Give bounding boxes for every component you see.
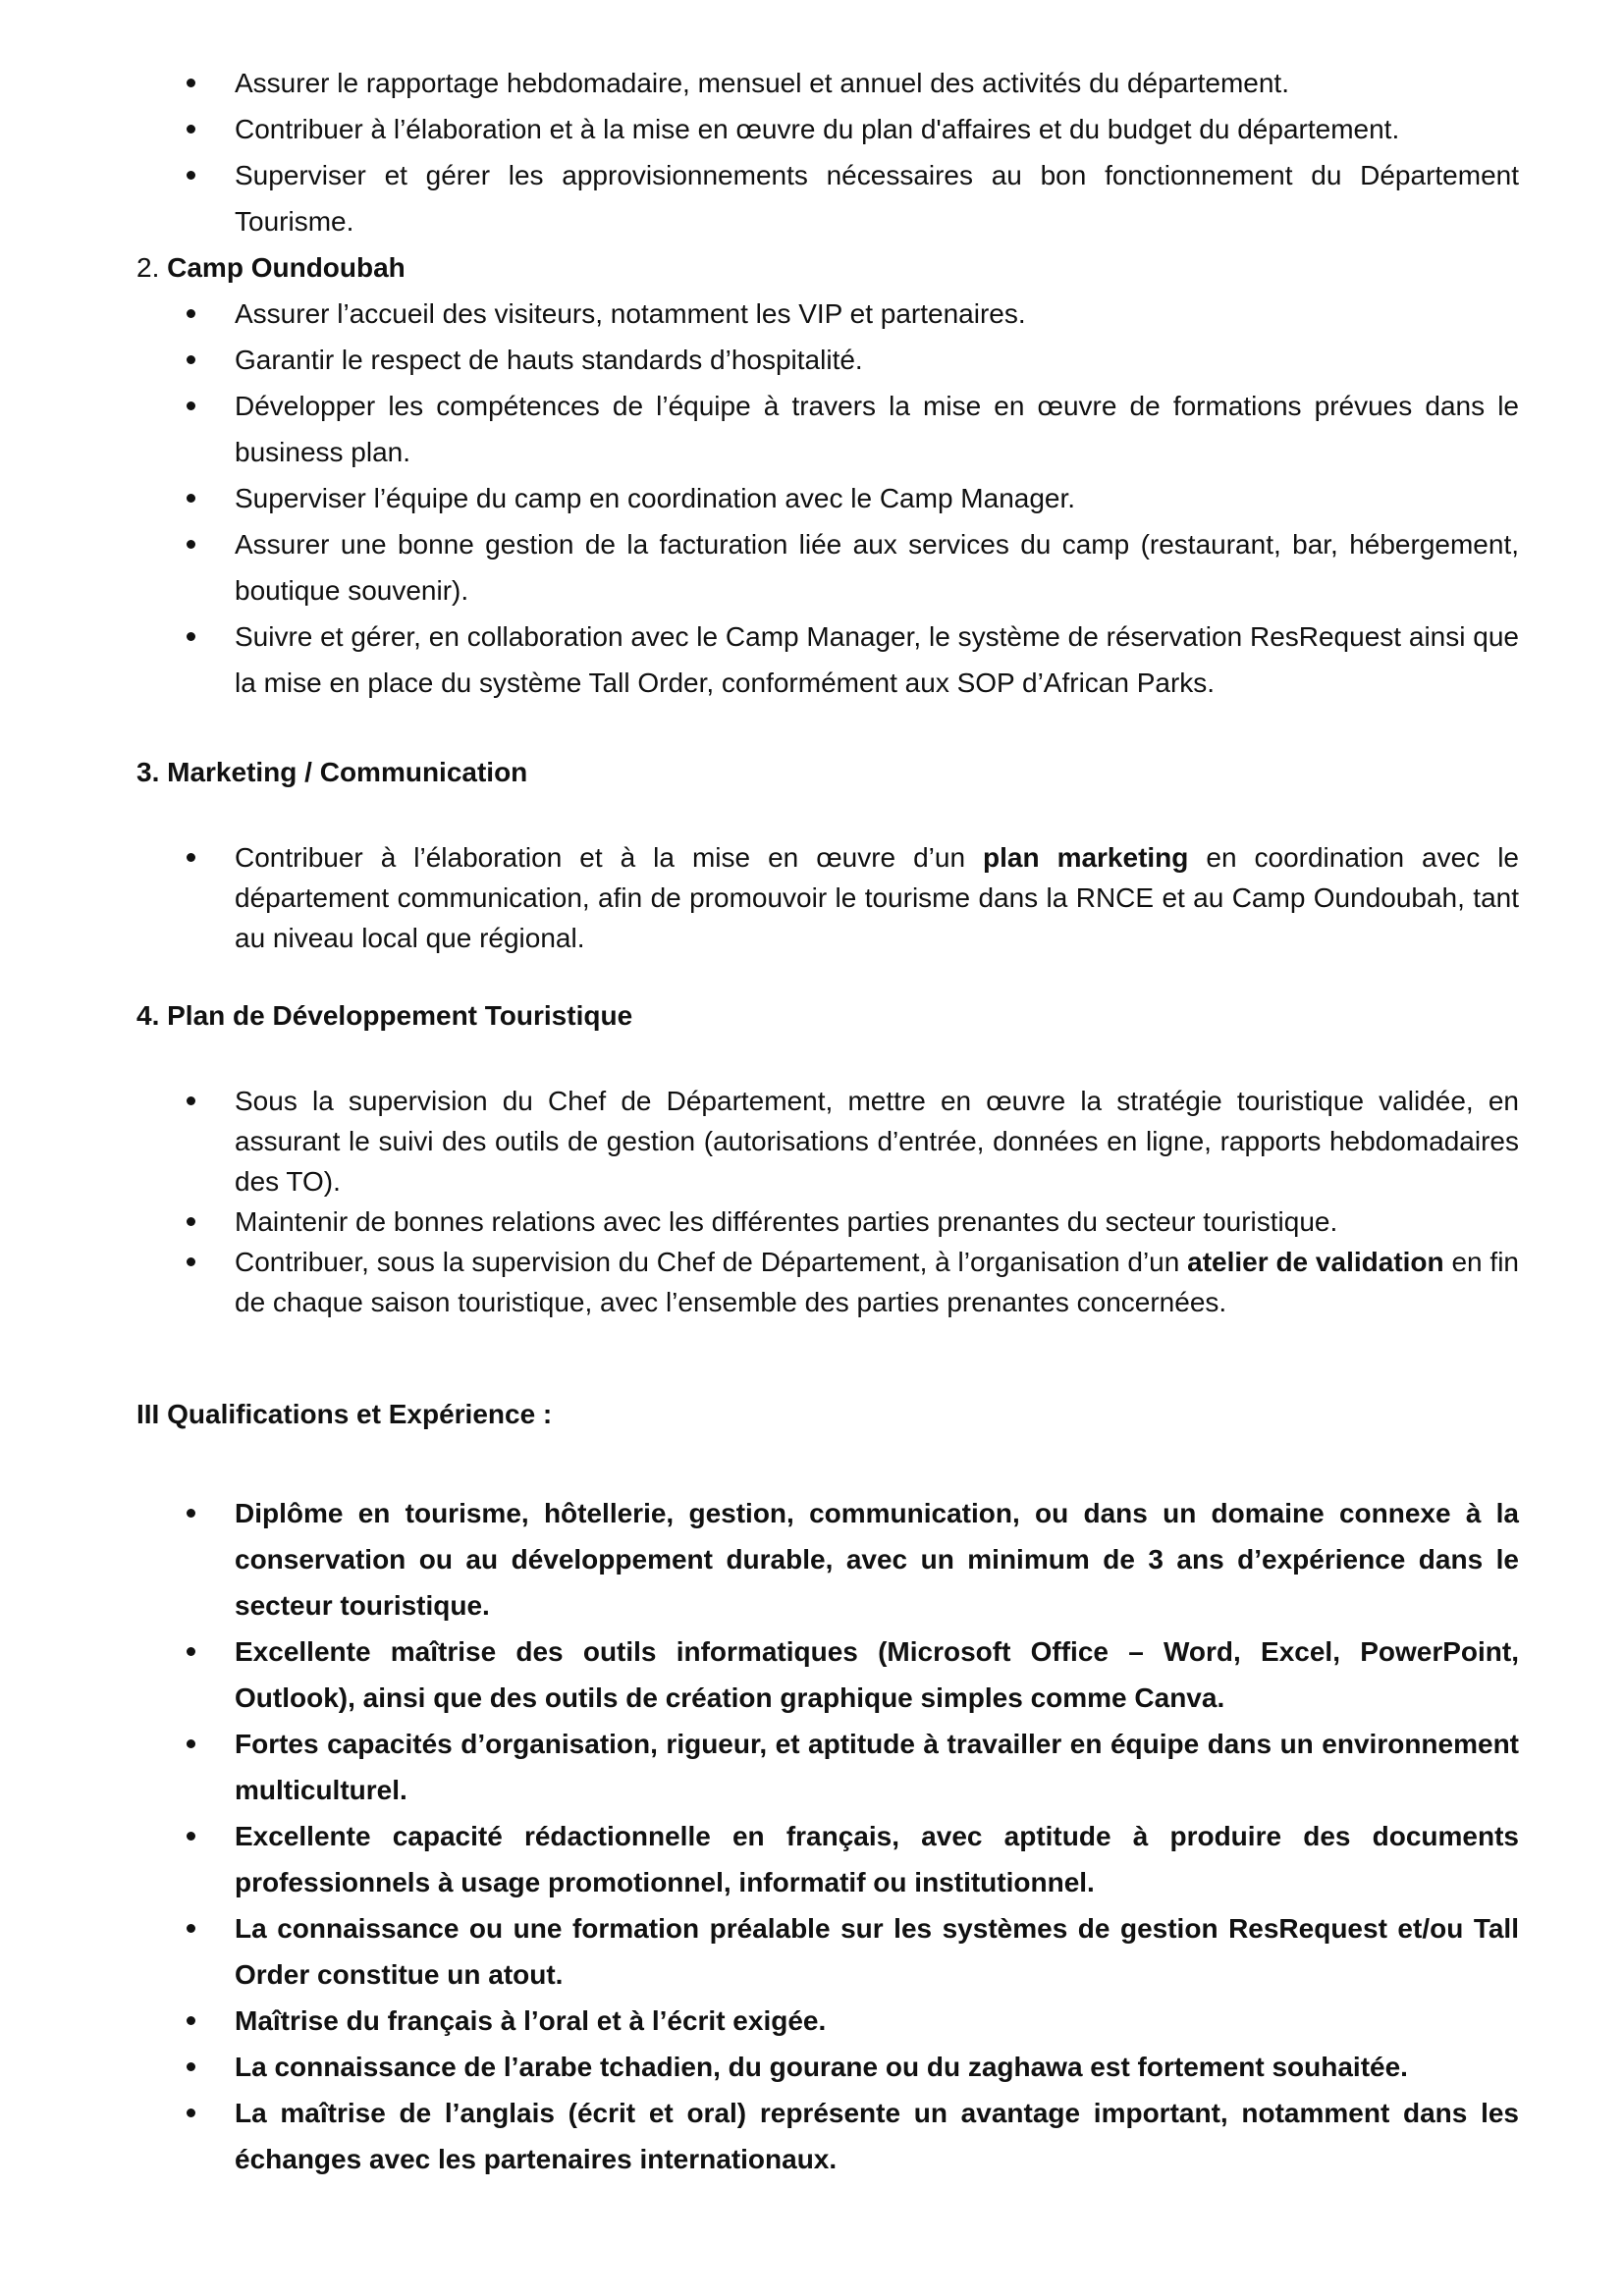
list-item-text <box>235 1242 1519 1322</box>
list-item-text: Diplôme en tourisme, hôtellerie, gestion, communication, ou dans un domaine connexe à la conservation ou au développement durable, avec un minimum de 3 ans d’expérience dans le secteur touristique. <box>235 1498 1519 1621</box>
list-item-text: Contribuer à l’élaboration et à la mise en œuvre du plan d'affaires et du budget du département. <box>235 114 1400 144</box>
bullet-icon <box>187 79 195 87</box>
list-item-text: Assurer une bonne gestion de la facturation liée aux services du camp (restaurant, bar, hébergement, boutique souvenir). <box>235 529 1519 606</box>
list-item-text: Garantir le respect de hauts standards d’hospitalité. <box>235 345 863 375</box>
list-item-text: Développer les compétences de l’équipe à travers la mise en œuvre de formations prévues dans le business plan. <box>235 391 1519 467</box>
bullet-icon <box>187 1257 195 1266</box>
bullet-icon <box>187 1647 195 1656</box>
bullet-icon <box>187 401 195 410</box>
bullet-icon <box>187 309 195 318</box>
section-title: Camp Oundoubah <box>167 252 406 283</box>
list-item-text: La connaissance ou une formation préalable sur les systèmes de gestion ResRequest et/ou Tall Order constitue un atout. <box>235 1913 1519 1990</box>
list-item-text: Assurer le rapportage hebdomadaire, mensuel et annuel des activités du département. <box>235 68 1289 98</box>
section-heading-development <box>136 996 632 1036</box>
bullet-icon <box>187 1217 195 1226</box>
section-heading-qualifications <box>136 1395 552 1434</box>
bullet-icon <box>187 125 195 133</box>
emphasis-text: atelier de validation <box>1187 1247 1444 1277</box>
bullet-icon <box>187 2062 195 2071</box>
list-item-text: Suivre et gérer, en collaboration avec le Camp Manager, le système de réservation ResRequest ainsi que la mise en place du système Tall Order, conformément aux SOP d’African Parks. <box>235 621 1519 698</box>
bullet-icon <box>187 1509 195 1518</box>
text-run: en coordination avec le département communication, afin de promouvoir le tourisme dans la RNCE et au Camp Oundoubah, tant au niveau local que régional. <box>235 842 1519 953</box>
section-heading-marketing <box>136 753 527 792</box>
list-item-text: Assurer l’accueil des visiteurs, notamment les VIP et partenaires. <box>235 298 1026 329</box>
text-run: en fin de chaque saison touristique, avec l’ensemble des parties prenantes concernées. <box>235 1247 1519 1317</box>
list-item-text: Superviser l’équipe du camp en coordination avec le Camp Manager. <box>235 483 1076 513</box>
bullet-icon <box>187 355 195 364</box>
list-item-text: Excellente maîtrise des outils informatiques (Microsoft Office – Word, Excel, PowerPoint, Outlook), ainsi que des outils de création graphique simples comme Canva. <box>235 1636 1519 1713</box>
list-item-text <box>235 837 1519 958</box>
bullet-icon <box>187 171 195 180</box>
bullet-icon <box>187 632 195 641</box>
list-item-text: Superviser et gérer les approvisionnements nécessaires au bon fonctionnement du Département Tourisme. <box>235 160 1519 237</box>
list-item-text: Excellente capacité rédactionnelle en français, avec aptitude à produire des documents professionnels à usage promotionnel, informatif ou institutionnel. <box>235 1821 1519 1897</box>
section-title: III Qualifications et Expérience : <box>136 1399 553 1429</box>
bullet-icon <box>187 2016 195 2025</box>
section-title: 3. Marketing / Communication <box>136 757 528 787</box>
bullet-icon <box>187 2109 195 2117</box>
section-heading-camp <box>136 244 406 291</box>
list-item-text: Maîtrise du français à l’oral et à l’écrit exigée. <box>235 2005 827 2036</box>
bullet-icon <box>187 853 195 862</box>
bullet-icon <box>187 494 195 503</box>
bullet-icon <box>187 1096 195 1105</box>
section-number: 2. <box>136 252 160 283</box>
list-item-text: La maîtrise de l’anglais (écrit et oral) représente un avantage important, notamment dans les échanges avec les partenaires internationaux. <box>235 2098 1519 2174</box>
text-run: Contribuer, sous la supervision du Chef de Département, à l’organisation d’un <box>235 1247 1188 1277</box>
list-item-text: Maintenir de bonnes relations avec les différentes parties prenantes du secteur touristique. <box>235 1206 1338 1237</box>
text-run: Contribuer à l’élaboration et à la mise en œuvre d’un <box>235 842 984 873</box>
bullet-icon <box>187 1739 195 1748</box>
list-item-text: Fortes capacités d’organisation, rigueur, et aptitude à travailler en équipe dans un environnement multiculturel. <box>235 1729 1519 1805</box>
bullet-icon <box>187 1924 195 1933</box>
bullet-icon <box>187 540 195 549</box>
bullet-icon <box>187 1832 195 1841</box>
list-item-text: Sous la supervision du Chef de Département, mettre en œuvre la stratégie touristique validée, en assurant le suivi des outils de gestion (autorisations d’entrée, données en ligne, rapports hebdomadaires des TO). <box>235 1086 1519 1197</box>
emphasis-text: plan marketing <box>983 842 1189 873</box>
section-title: 4. Plan de Développement Touristique <box>136 1000 633 1031</box>
list-item-text: La connaissance de l’arabe tchadien, du gourane ou du zaghawa est fortement souhaitée. <box>235 2052 1408 2082</box>
